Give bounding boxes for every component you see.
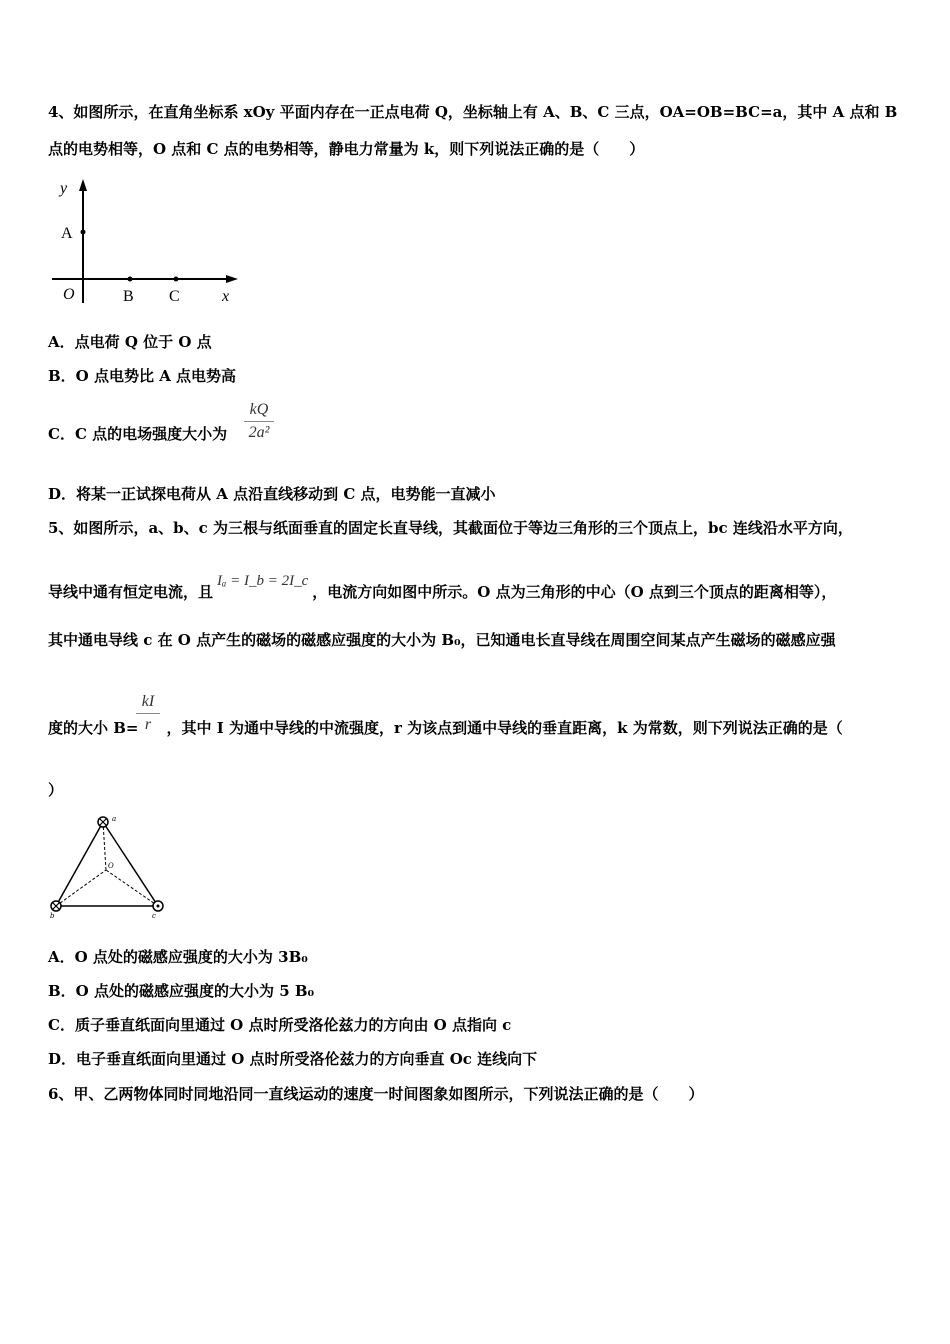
wire-a-into-page-icon <box>98 817 108 827</box>
q4-option-d: D．将某一正试探电荷从 A 点沿直线移动到 C 点，电势能一直减小 <box>48 485 496 503</box>
q4-option-a: A．点电荷 Q 位于 O 点 <box>48 333 212 351</box>
wire-a-label: a <box>112 815 117 823</box>
origin-label: O <box>63 286 75 303</box>
point-b-label: B <box>123 288 134 305</box>
q5-triangle-figure <box>46 810 171 920</box>
fraction-numerator: kQ <box>249 401 269 418</box>
center-to-c-line <box>106 870 158 906</box>
y-axis-arrow-icon <box>79 179 87 191</box>
fraction-denominator: 2a² <box>248 424 270 441</box>
center-to-a-line <box>103 822 106 870</box>
q5-line2-suffix: ，电流方向如图中所示。O 点为三角形的中心（O 点到三个顶点的距离相等）， <box>312 583 837 601</box>
q5-stem-line-3: 其中通电导线 c 在 O 点产生的磁场的磁感应强度的大小为 B₀，已知通电长直导线在周围空间某点产生磁场的磁感应强 <box>48 631 836 649</box>
center-to-b-line <box>56 870 106 906</box>
fraction-denominator: r <box>144 716 152 733</box>
fraction-bar <box>244 421 274 422</box>
point-a-label: A <box>61 225 73 242</box>
fraction-numerator: kI <box>141 693 155 710</box>
point-c-dot <box>174 277 179 282</box>
q5-line4-suffix: ，其中 I 为通中导线的中流强度，r 为该点到通中导线的垂直距离，k 为常数，则下列说法正确的是（ <box>166 719 843 737</box>
q5-line2-prefix: 导线中通有恒定电流，且 <box>48 583 214 601</box>
q5-fraction-ki-over-r <box>136 692 160 735</box>
point-c-label: C <box>169 288 180 305</box>
point-b-dot <box>128 277 133 282</box>
q4-option-b: B．O 点电势比 A 点电势高 <box>48 367 237 385</box>
q4-option-c: C．C 点的电场强度大小为 <box>48 425 228 443</box>
q5-line4-prefix: 度的大小 B= <box>48 719 139 737</box>
q5-option-b: B．O 点处的磁感应强度的大小为 5 B₀ <box>48 982 315 1000</box>
fraction-bar <box>136 713 160 714</box>
x-axis-arrow-icon <box>226 275 238 283</box>
q5-option-a: A．O 点处的磁感应强度的大小为 3B₀ <box>48 948 308 966</box>
q5-stem-line-4 <box>48 718 918 738</box>
q5-option-d: D．电子垂直纸面向里通过 O 点时所受洛伦兹力的方向垂直 Oc 连线向下 <box>48 1050 538 1068</box>
q4-stem-line-2: 点的电势相等，O 点和 C 点的电势相等，静电力常量为 k，则下列说法正确的是（ ） <box>48 140 645 158</box>
q5-stem-line-1: 5、如图所示，a、b、c 为三根与纸面垂直的固定长直导线，其截面位于等边三角形的三个顶点上，bc 连线沿水平方向， <box>48 519 853 537</box>
q4-coordinate-figure <box>50 175 250 307</box>
wire-b-label: b <box>50 912 55 920</box>
q5-current-equation: Iₐ = I_b = 2I_c <box>217 573 309 589</box>
wire-b-into-page-icon <box>51 901 61 911</box>
q4-fraction-kq-over-2a2 <box>244 400 274 443</box>
y-axis-label: y <box>60 180 68 197</box>
q5-stem-line-5: ） <box>48 781 64 799</box>
q6-stem-line-1: 6、甲、乙两物体同时同地沿同一直线运动的速度一时间图象如图所示，下列说法正确的是（ ） <box>48 1085 704 1103</box>
q5-stem-line-2 <box>48 573 918 603</box>
center-o-label: O <box>108 862 114 870</box>
q4-stem-line-1: 4、如图所示，在直角坐标系 xOy 平面内存在一正点电荷 Q，坐标轴上有 A、B、C 三点，OA=OB=BC=a，其中 A 点和 B <box>48 103 898 121</box>
triangle-side-ab <box>56 822 103 906</box>
x-axis-label: x <box>222 288 230 305</box>
q5-option-c: C．质子垂直纸面向里通过 O 点时所受洛伦兹力的方向由 O 点指向 c <box>48 1016 512 1034</box>
wire-c-label: c <box>152 912 156 920</box>
wire-c-out-of-page-icon <box>153 901 163 911</box>
point-a-dot <box>81 230 86 235</box>
